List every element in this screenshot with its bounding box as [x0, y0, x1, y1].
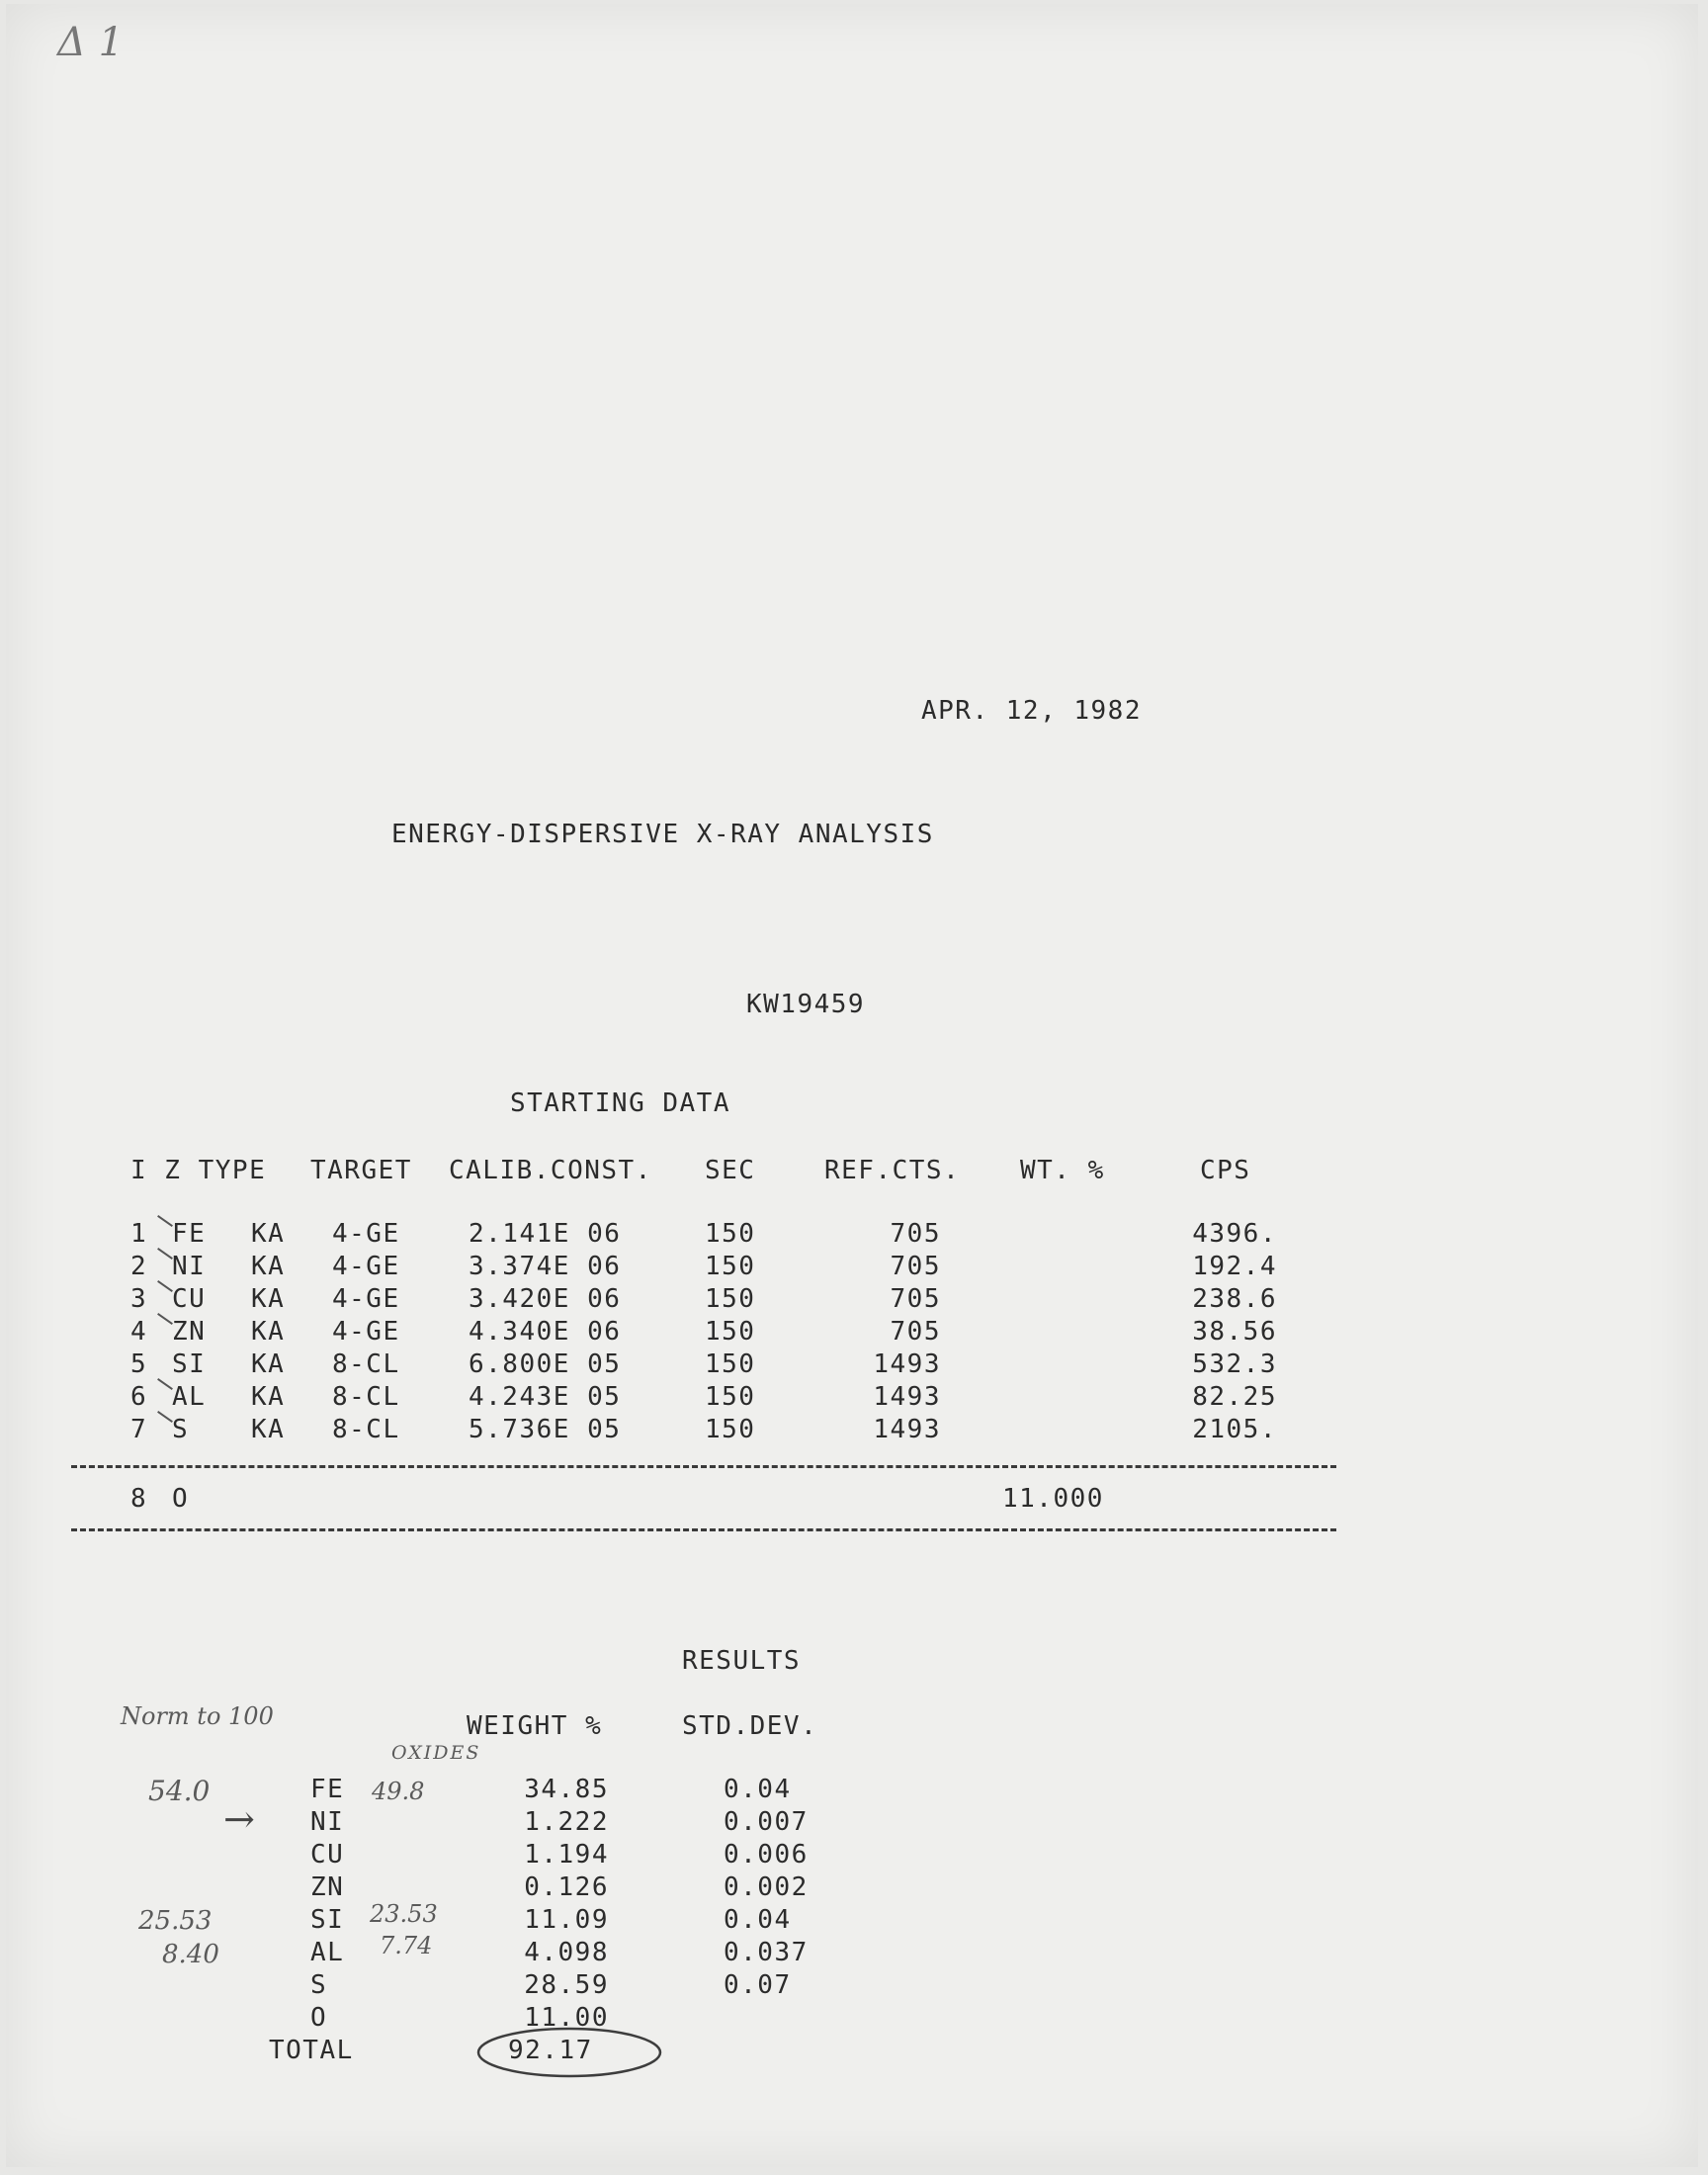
result-weight: 4.098 [524, 1938, 609, 1967]
row-target: 8-CL [332, 1382, 400, 1412]
row-line-type: KA [251, 1252, 286, 1281]
result-element: NI [310, 1807, 345, 1837]
result-weight: 28.59 [524, 1970, 609, 2000]
result-element: O [310, 2003, 328, 2033]
row-calib-const: 2.141E 06 [469, 1219, 622, 1249]
result-element: S [310, 1970, 328, 2000]
row-line-type: KA [251, 1219, 286, 1249]
col-calib: CALIB.CONST. [449, 1156, 652, 1185]
results-col-weight: WEIGHT % [467, 1711, 603, 1741]
row-target: 4-GE [332, 1252, 400, 1281]
row-calib-const: 5.736E 05 [469, 1415, 622, 1444]
result-std-dev: 0.07 [724, 1970, 792, 2000]
result-std-dev: 0.04 [724, 1775, 792, 1804]
handwritten-al-norm: 8.40 [162, 1940, 219, 1969]
result-weight: 11.00 [524, 2003, 609, 2033]
table-row [0, 1218, 1708, 1250]
extra-row-weight: 11.000 [1002, 1484, 1104, 1514]
row-sec: 150 [705, 1382, 756, 1412]
result-weight: 34.85 [524, 1775, 609, 1804]
col-iz-type: I Z TYPE [130, 1156, 267, 1185]
results-col-std: STD.DEV. [682, 1711, 818, 1741]
report-date: APR. 12, 1982 [921, 696, 1142, 726]
result-element: CU [310, 1840, 345, 1870]
dashed-rule-top [71, 1465, 1336, 1468]
row-index: 7 [130, 1415, 148, 1444]
row-cps: 38.56 [1192, 1317, 1277, 1347]
row-ref-cts: 705 [890, 1219, 941, 1249]
total-value: 92.17 [508, 2036, 593, 2065]
row-element: CU [172, 1284, 207, 1314]
table-row [0, 1316, 1708, 1348]
handwritten-norm-note: Norm to 100 [121, 1702, 274, 1730]
row-index: 4 [130, 1317, 148, 1347]
row-ref-cts: 705 [890, 1284, 941, 1314]
result-std-dev: 0.037 [724, 1938, 809, 1967]
row-index: 6 [130, 1382, 148, 1412]
handwritten-arrow: → [223, 1797, 255, 1841]
col-wt: WT. % [1020, 1156, 1105, 1185]
table-row [0, 1414, 1708, 1445]
table-row [0, 1283, 1708, 1315]
result-row [0, 1774, 1708, 1805]
extra-row-element: O [172, 1484, 190, 1514]
row-element: FE [172, 1219, 207, 1249]
result-weight: 11.09 [524, 1905, 609, 1935]
row-calib-const: 4.340E 06 [469, 1317, 622, 1347]
handwritten-al-oxide: 7.74 [380, 1932, 433, 1959]
row-cps: 82.25 [1192, 1382, 1277, 1412]
row-sec: 150 [705, 1252, 756, 1281]
result-std-dev: 0.006 [724, 1840, 809, 1870]
col-sec: SEC [705, 1156, 756, 1185]
result-std-dev: 0.04 [724, 1905, 792, 1935]
row-sec: 150 [705, 1317, 756, 1347]
row-sec: 150 [705, 1284, 756, 1314]
result-std-dev: 0.007 [724, 1807, 809, 1837]
row-target: 8-CL [332, 1415, 400, 1444]
results-heading: RESULTS [682, 1646, 802, 1676]
result-element: ZN [310, 1872, 345, 1902]
result-element: AL [310, 1938, 345, 1967]
total-circle [472, 2023, 666, 2082]
col-ref-cts: REF.CTS. [824, 1156, 961, 1185]
row-ref-cts: 705 [890, 1252, 941, 1281]
total-label: TOTAL [269, 2036, 354, 2065]
row-element: S [172, 1415, 190, 1444]
result-element: SI [310, 1905, 345, 1935]
sample-id: KW19459 [746, 990, 866, 1019]
row-line-type: KA [251, 1382, 286, 1412]
col-target: TARGET [310, 1156, 412, 1185]
row-calib-const: 3.374E 06 [469, 1252, 622, 1281]
result-row [0, 1937, 1708, 1968]
result-weight: 1.194 [524, 1840, 609, 1870]
row-index: 1 [130, 1219, 148, 1249]
corner-mark: Δ 1 [57, 20, 125, 65]
result-row [0, 1904, 1708, 1936]
row-cps: 2105. [1192, 1415, 1277, 1444]
row-target: 8-CL [332, 1349, 400, 1379]
row-ref-cts: 1493 [873, 1382, 941, 1412]
row-ref-cts: 1493 [873, 1349, 941, 1379]
extra-row-index: 8 [130, 1484, 148, 1514]
result-std-dev: 0.002 [724, 1872, 809, 1902]
row-index: 2 [130, 1252, 148, 1281]
row-cps: 532.3 [1192, 1349, 1277, 1379]
row-calib-const: 3.420E 06 [469, 1284, 622, 1314]
row-sec: 150 [705, 1415, 756, 1444]
col-cps: CPS [1200, 1156, 1251, 1185]
row-target: 4-GE [332, 1284, 400, 1314]
table-row [0, 1251, 1708, 1282]
row-element: SI [172, 1349, 207, 1379]
row-cps: 238.6 [1192, 1284, 1277, 1314]
table-row [0, 1381, 1708, 1413]
result-weight: 1.222 [524, 1807, 609, 1837]
report-title: ENERGY-DISPERSIVE X-RAY ANALYSIS [391, 820, 934, 849]
row-line-type: KA [251, 1317, 286, 1347]
dashed-rule-bottom [71, 1528, 1336, 1531]
table-row [0, 1348, 1708, 1380]
row-index: 5 [130, 1349, 148, 1379]
row-sec: 150 [705, 1219, 756, 1249]
result-element: FE [310, 1775, 345, 1804]
row-element: ZN [172, 1317, 207, 1347]
row-line-type: KA [251, 1284, 286, 1314]
result-row [0, 2002, 1708, 2034]
row-element: AL [172, 1382, 207, 1412]
row-ref-cts: 705 [890, 1317, 941, 1347]
result-row [0, 1871, 1708, 1903]
row-line-type: KA [251, 1349, 286, 1379]
result-weight: 0.126 [524, 1872, 609, 1902]
row-cps: 4396. [1192, 1219, 1277, 1249]
handwritten-fe-norm: 54.0 [148, 1775, 211, 1807]
row-element: NI [172, 1252, 207, 1281]
handwritten-fe-oxide: 49.8 [372, 1778, 425, 1805]
row-cps: 192.4 [1192, 1252, 1277, 1281]
handwritten-si-norm: 25.53 [138, 1906, 213, 1936]
starting-data-heading: STARTING DATA [510, 1088, 730, 1118]
result-row [0, 1969, 1708, 2001]
row-calib-const: 6.800E 05 [469, 1349, 622, 1379]
row-ref-cts: 1493 [873, 1415, 941, 1444]
result-row [0, 1806, 1708, 1838]
row-sec: 150 [705, 1349, 756, 1379]
row-line-type: KA [251, 1415, 286, 1444]
handwritten-si-oxide: 23.53 [370, 1900, 438, 1928]
row-calib-const: 4.243E 05 [469, 1382, 622, 1412]
row-target: 4-GE [332, 1219, 400, 1249]
handwritten-oxides-note: OXIDES [391, 1742, 481, 1764]
result-row [0, 1839, 1708, 1870]
row-target: 4-GE [332, 1317, 400, 1347]
row-index: 3 [130, 1284, 148, 1314]
